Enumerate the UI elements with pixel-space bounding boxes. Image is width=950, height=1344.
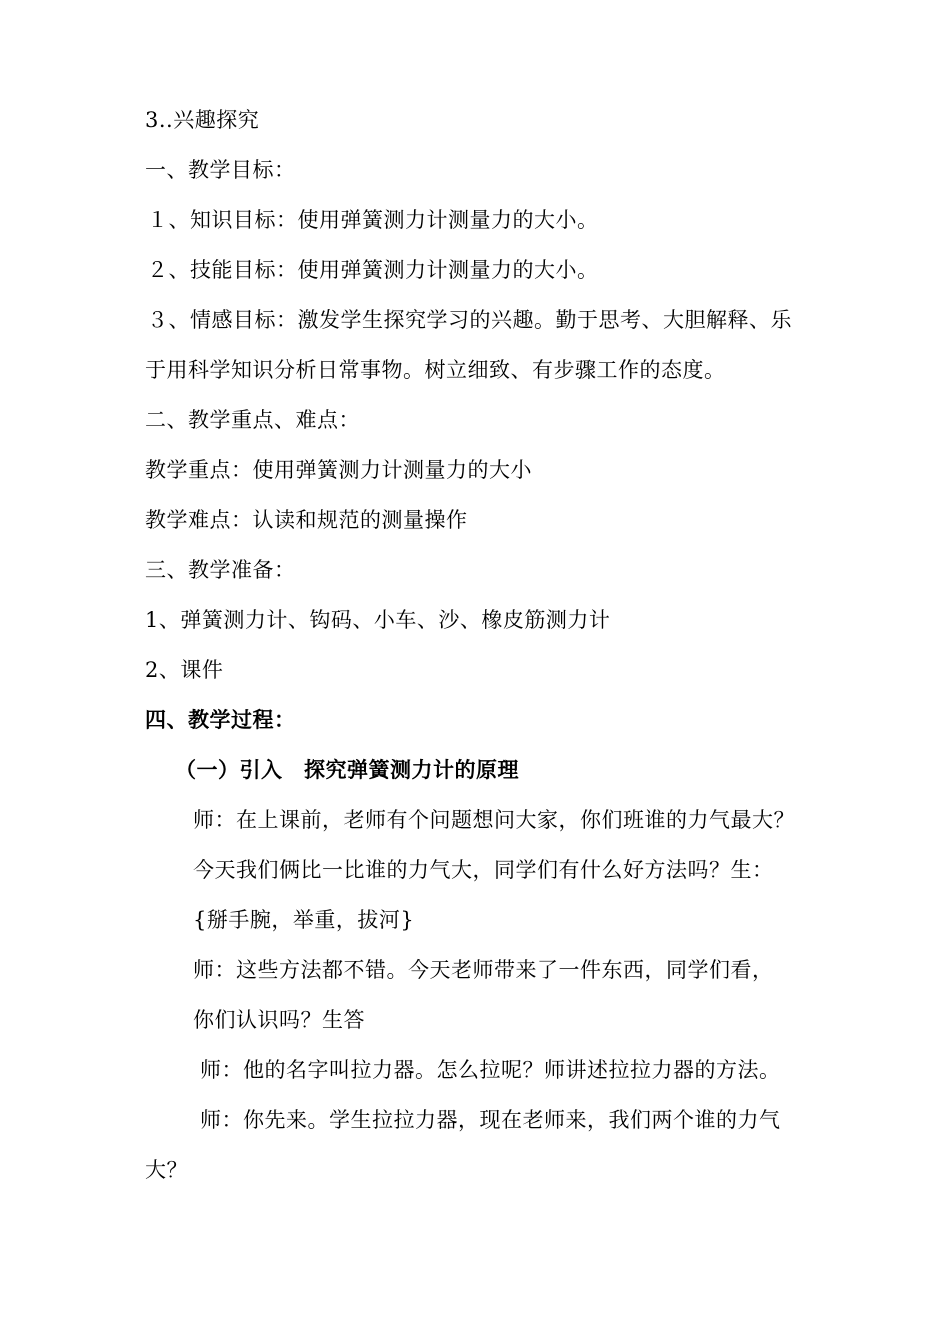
preparation-item-1: 1、弹簧测力计、钩码、小车、沙、橡皮筋测力计 — [145, 608, 611, 632]
paragraph-line: 你们认识吗？生答 — [193, 1008, 365, 1032]
paragraph-line: 师：在上课前，老师有个问题想问大家，你们班谁的力气最大？ — [193, 808, 795, 832]
paragraph-line: 大？ — [145, 1158, 188, 1182]
paragraph-line: 师：这些方法都不错。今天老师带来了一件东西，同学们看， — [193, 958, 774, 982]
paragraph-line: 师：你先来。学生拉拉力器，现在老师来，我们两个谁的力气 — [200, 1108, 781, 1132]
heading-preparation: 三、教学准备： — [145, 558, 296, 582]
paragraph-line: 今天我们俩比一比谁的力气大，同学们有什么好方法吗？生： — [193, 858, 774, 882]
key-point: 教学重点：使用弹簧测力计测量力的大小 — [145, 458, 532, 482]
preparation-item-2: 2、课件 — [145, 658, 224, 682]
heading-key-points: 二、教学重点、难点： — [145, 408, 360, 432]
paragraph-line: {掰手腕，举重，拔河} — [193, 908, 415, 932]
heading-teaching-process: 四、教学过程： — [145, 707, 296, 732]
heading-teaching-goals: 一、教学目标： — [145, 158, 296, 182]
goal-emotion-continued: 于用科学知识分析日常事物。树立细致、有步骤工作的态度。 — [145, 358, 726, 382]
goal-knowledge: １、知识目标：使用弹簧测力计测量力的大小。 — [147, 208, 599, 232]
goal-skill: ２、技能目标：使用弹簧测力计测量力的大小。 — [147, 258, 599, 282]
paragraph-line: 师：他的名字叫拉力器。怎么拉呢？师讲述拉拉力器的方法。 — [200, 1058, 781, 1082]
goal-emotion: ３、情感目标：激发学生探究学习的兴趣。勤于思考、大胆解释、乐 — [147, 308, 792, 332]
subheading-introduction: （一）引入 探究弹簧测力计的原理 — [175, 757, 519, 782]
section-heading-interest: 3..兴趣探究 — [145, 108, 260, 132]
difficult-point: 教学难点：认读和规范的测量操作 — [145, 508, 468, 532]
